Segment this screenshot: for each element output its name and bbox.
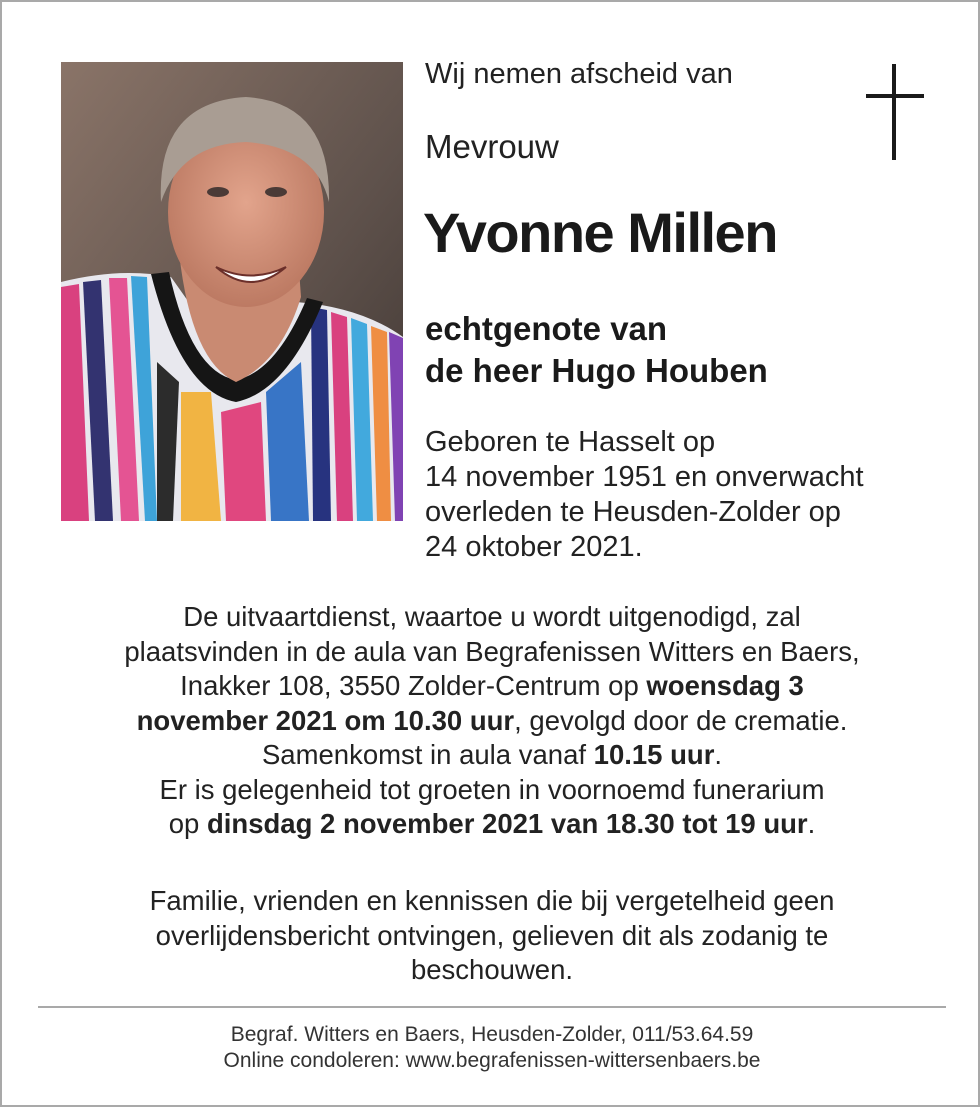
notice-line: Familie, vrienden en kennissen die bij vergetelheid geen: [149, 885, 835, 916]
service-date-time: november 2021 om 10.30 uur: [136, 704, 515, 736]
spouse-block: [425, 308, 768, 392]
visitation-time: dinsdag 2 november 2021 van 18.30 tot 19 uur: [206, 808, 808, 839]
notice-text: [42, 884, 942, 988]
cremation-text: , gevolgd door de crematie.: [514, 704, 848, 736]
honorific: Mevrouw: [425, 128, 559, 165]
period: .: [807, 808, 816, 839]
service-line: [42, 807, 942, 842]
spouse-line: echtgenote van: [425, 310, 668, 347]
footer: [42, 1022, 942, 1074]
divider: [38, 1006, 946, 1008]
birth-death-block: [425, 425, 864, 565]
intro-text: Wij nemen afscheid van: [425, 58, 733, 90]
service-line: Er is gelegenheid tot groeten in voornoemd funerarium: [159, 773, 825, 805]
cross-icon: [866, 64, 924, 162]
birth-line: 14 november 1951 en onverwacht: [425, 461, 864, 493]
notice-line: beschouwen.: [410, 954, 574, 985]
address-text: Inakker 108, 3550 Zolder-Centrum op: [180, 670, 647, 701]
portrait-photo: [61, 62, 403, 521]
notice-line: overlijdensbericht ontvingen, gelieven dit als zodanig te: [155, 919, 829, 951]
birth-line: Geboren te Hasselt op: [425, 426, 716, 458]
deceased-name: Yvonne Millen: [423, 201, 777, 264]
condolence-link[interactable]: Online condoleren: www.begrafenissen-wittersenbaers.be: [223, 1049, 761, 1072]
visitation-prefix: op: [168, 808, 207, 839]
death-line: 24 oktober 2021.: [425, 531, 643, 563]
service-date: woensdag 3: [646, 670, 804, 701]
service-line: De uitvaartdienst, waartoe u wordt uitgenodigd, zal: [183, 601, 801, 632]
service-line: [42, 738, 942, 773]
period: .: [714, 739, 723, 770]
gathering-time: 10.15 uur: [593, 739, 715, 770]
service-line: [42, 669, 942, 704]
gathering-text: Samenkomst in aula vanaf: [261, 739, 594, 770]
service-line: plaatsvinden in de aula van Begrafenissen Witters en Baers,: [124, 635, 860, 667]
spouse-line: de heer Hugo Houben: [425, 352, 768, 389]
service-line: [42, 704, 942, 739]
service-info: [42, 600, 942, 842]
funeral-home-contact: Begraf. Witters en Baers, Heusden-Zolder, 011/53.64.59: [230, 1023, 754, 1046]
death-line: overleden te Heusden-Zolder op: [425, 496, 841, 528]
